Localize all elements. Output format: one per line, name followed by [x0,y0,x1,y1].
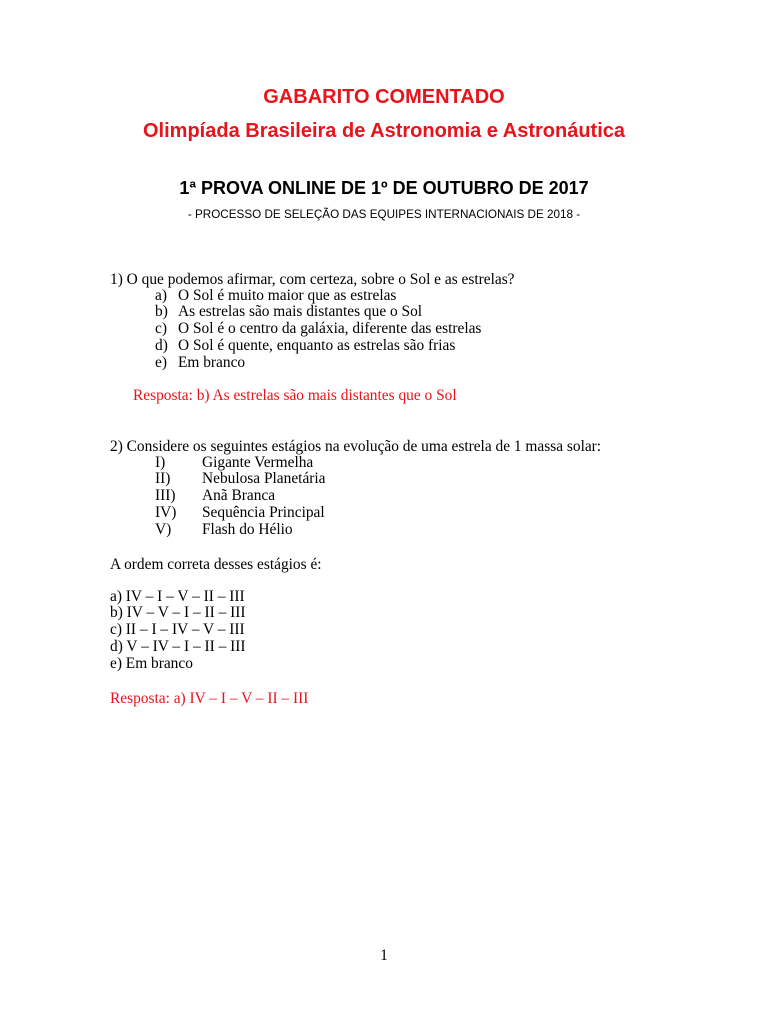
option-item [155,288,655,305]
option-item [155,355,655,372]
option-item: e) Em branco [110,654,193,672]
stage-text: Nebulosa Planetária [202,470,326,488]
option-marker: b) [155,303,168,321]
question-1-options [155,288,655,372]
option-item [155,321,655,338]
question-1-prompt: 1) O que podemos afirmar, com certeza, sobre o Sol e as estrelas? [110,270,515,288]
stage-marker: V) [155,520,172,538]
stage-item [155,505,555,522]
question-2-stages [155,455,555,539]
option-text: O Sol é muito maior que as estrelas [178,286,397,304]
stage-marker: II) [155,470,171,488]
document-subtitle: Olimpíada Brasileira de Astronomia e Astronáutica [143,120,625,142]
question-1-answer: Resposta: b) As estrelas são mais distantes que o Sol [133,386,457,404]
question-2-answer: Resposta: a) IV – I – V – II – III [110,689,309,707]
stage-text: Sequência Principal [202,503,325,521]
stage-item [155,488,555,505]
option-item [155,304,655,321]
stage-text: Flash do Hélio [202,520,293,538]
question-2-order-prompt: A ordem correta desses estágios é: [110,555,322,573]
question-2-options [110,589,510,673]
option-marker: c) [155,320,167,338]
option-item: d) V – IV – I – II – III [110,637,246,655]
option-text: As estrelas são mais distantes que o Sol [178,303,423,321]
option-item: c) II – I – IV – V – III [110,621,245,639]
stage-item [155,471,555,488]
stage-item [155,455,555,472]
document-title: GABARITO COMENTADO [263,86,505,108]
stage-marker: III) [155,487,176,505]
option-text: O Sol é o centro da galáxia, diferente das estrelas [178,320,482,338]
question-2-prompt: 2) Considere os seguintes estágios na evolução de uma estrela de 1 massa solar: [110,437,602,455]
option-item [155,338,655,355]
option-text: O Sol é quente, enquanto as estrelas são frias [178,336,456,354]
selection-process-note: - PROCESSO DE SELEÇÃO DAS EQUIPES INTERNACIONAIS DE 2018 - [187,208,581,221]
stage-marker: I) [155,453,166,471]
option-text: Em branco [178,353,246,371]
stage-marker: IV) [155,503,177,521]
exam-heading: 1ª PROVA ONLINE DE 1º DE OUTUBRO DE 2017 [179,178,589,198]
stage-text: Anã Branca [202,487,276,505]
option-item: b) IV – V – I – II – III [110,604,246,622]
option-marker: a) [155,286,167,304]
option-marker: d) [155,336,168,354]
option-marker: e) [155,353,167,371]
stage-item [155,522,555,539]
page-number: 1 [380,946,388,964]
option-item: a) IV – I – V – II – III [110,587,245,605]
stage-text: Gigante Vermelha [202,453,314,471]
